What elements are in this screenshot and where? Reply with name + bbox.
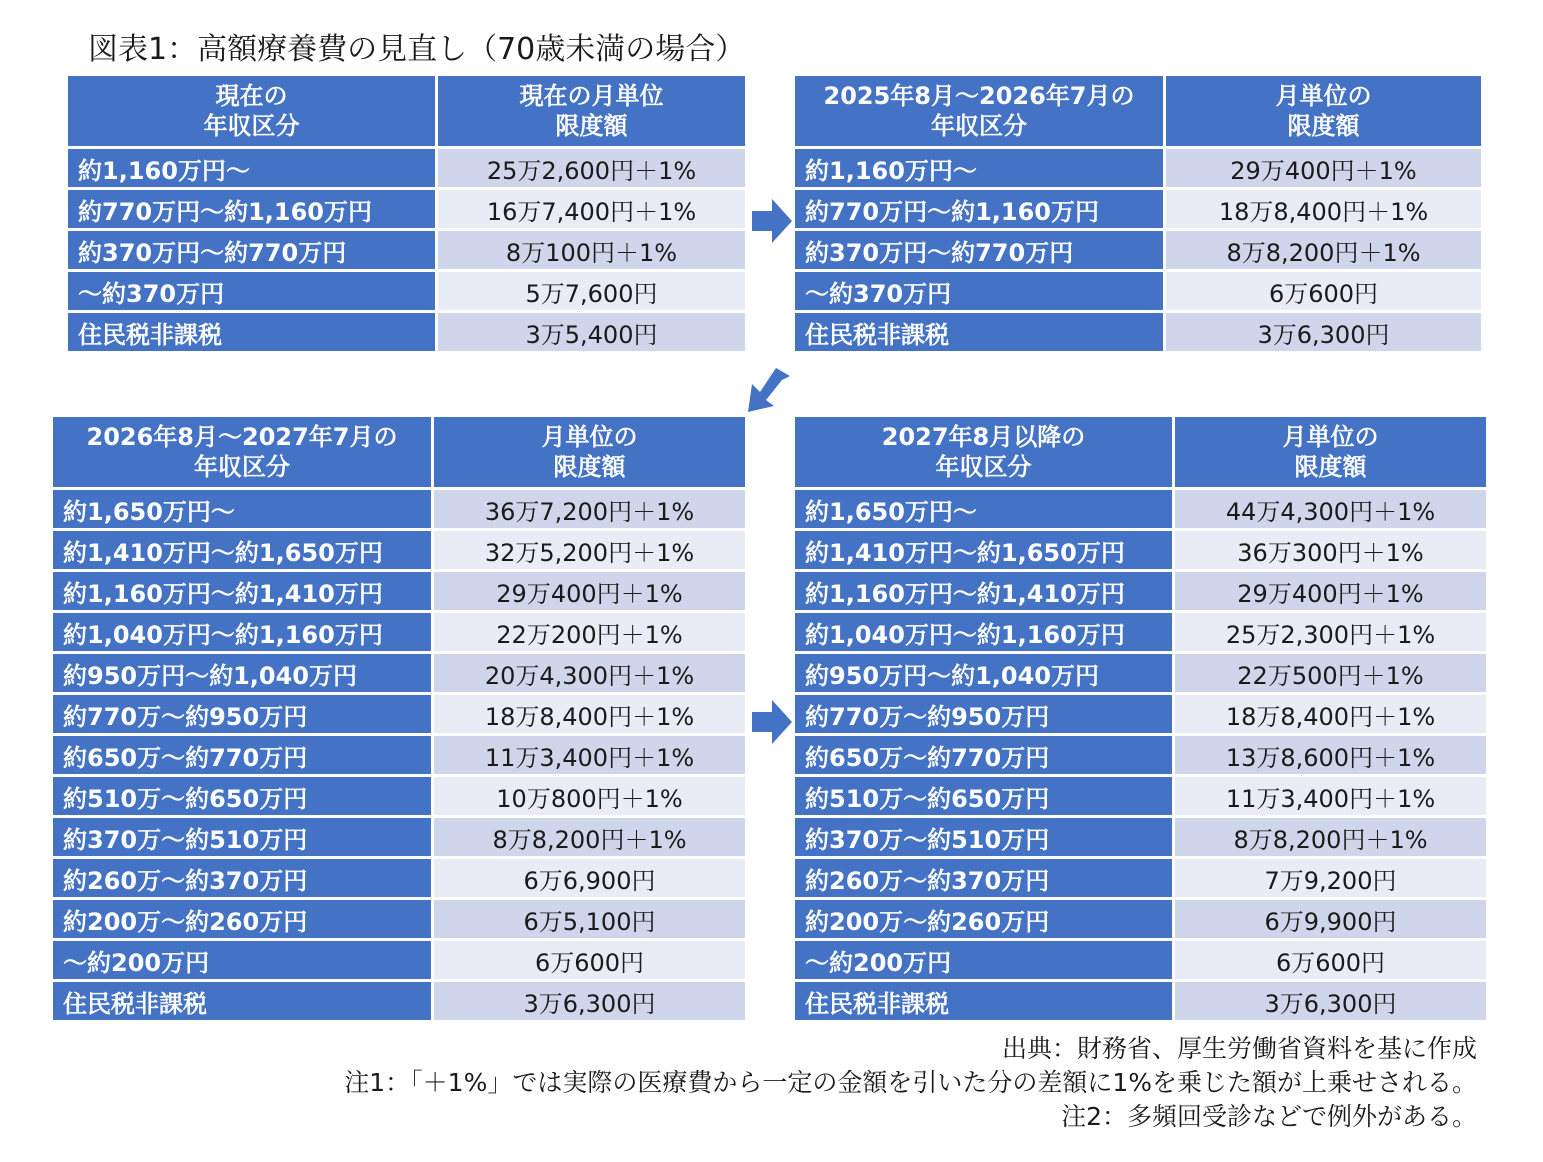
income-bracket-cell: 約370万～約510万円 — [795, 818, 1175, 859]
income-bracket-cell: 約370万～約510万円 — [53, 818, 434, 859]
income-bracket-cell: 約1,160万円～約1,410万円 — [795, 572, 1175, 613]
header-income-bracket: 2025年8月～2026年7月の 年収区分 — [795, 76, 1166, 149]
income-bracket-cell: 住民税非課税 — [53, 982, 434, 1023]
limit-amount-cell: 8万8,200円＋1% — [1166, 231, 1484, 272]
income-bracket-cell: 約1,410万円～約1,650万円 — [53, 531, 434, 572]
note-2: 注2：多頻回受診などで例外がある。 — [1061, 1102, 1477, 1131]
limit-amount-cell: 25万2,300円＋1% — [1175, 613, 1489, 654]
limit-amount-cell: 6万6,900円 — [434, 859, 748, 900]
arrow-right-icon — [752, 199, 792, 243]
limit-amount-cell: 36万7,200円＋1% — [434, 490, 748, 531]
limit-amount-cell: 6万5,100円 — [434, 900, 748, 941]
table-row — [53, 490, 748, 531]
table-row — [795, 777, 1489, 818]
source-note: 出典：財務省、厚生労働省資料を基に作成 — [1001, 1034, 1477, 1063]
income-bracket-cell: 約1,160万円～約1,410万円 — [53, 572, 434, 613]
income-bracket-cell: 約1,160万円～ — [68, 149, 438, 190]
table-row — [795, 231, 1484, 272]
limit-amount-cell: 25万2,600円＋1% — [438, 149, 748, 190]
table-row — [795, 982, 1489, 1023]
table-row — [53, 572, 748, 613]
table-row — [795, 654, 1489, 695]
table-row — [53, 941, 748, 982]
income-bracket-cell: ～約200万円 — [53, 941, 434, 982]
limit-amount-cell: 36万300円＋1% — [1175, 531, 1489, 572]
limit-amount-cell: 18万8,400円＋1% — [1166, 190, 1484, 231]
table-row — [795, 613, 1489, 654]
table-row — [53, 982, 748, 1023]
table-row — [795, 531, 1489, 572]
figure-title: 図表1：高額療養費の見直し（70歳未満の場合） — [88, 32, 746, 67]
table-row — [68, 149, 748, 190]
table-row — [53, 613, 748, 654]
limit-amount-cell: 6万600円 — [434, 941, 748, 982]
table-2025 — [795, 76, 1484, 354]
table-row — [795, 190, 1484, 231]
table-row — [795, 695, 1489, 736]
arrow-down-left-icon — [748, 368, 790, 412]
income-bracket-cell: 約1,040万円～約1,160万円 — [53, 613, 434, 654]
header-limit: 月単位の 限度額 — [434, 417, 748, 490]
limit-amount-cell: 10万800円＋1% — [434, 777, 748, 818]
income-bracket-cell: 約200万～約260万円 — [53, 900, 434, 941]
table-row — [53, 859, 748, 900]
table-current — [68, 76, 748, 354]
limit-amount-cell: 3万5,400円 — [438, 313, 748, 354]
income-bracket-cell: 約770万円～約1,160万円 — [795, 190, 1166, 231]
income-bracket-cell: 約200万～約260万円 — [795, 900, 1175, 941]
income-bracket-cell: ～約370万円 — [795, 272, 1166, 313]
table-row — [795, 736, 1489, 777]
income-bracket-cell: 約650万～約770万円 — [795, 736, 1175, 777]
table-row — [53, 531, 748, 572]
header-income-bracket: 2026年8月～2027年7月の 年収区分 — [53, 417, 434, 490]
limit-amount-cell: 22万200円＋1% — [434, 613, 748, 654]
table-row — [795, 149, 1484, 190]
income-bracket-cell: 約770万円～約1,160万円 — [68, 190, 438, 231]
income-bracket-cell: 約370万円～約770万円 — [68, 231, 438, 272]
limit-amount-cell: 11万3,400円＋1% — [434, 736, 748, 777]
note-1: 注1：「＋1%」では実際の医療費から一定の金額を引いた分の差額に1%を乗じた額が上乗せされる。 — [344, 1068, 1477, 1097]
limit-amount-cell: 22万500円＋1% — [1175, 654, 1489, 695]
limit-amount-cell: 6万600円 — [1175, 941, 1489, 982]
income-bracket-cell: ～約370万円 — [68, 272, 438, 313]
limit-amount-cell: 5万7,600円 — [438, 272, 748, 313]
income-bracket-cell: 住民税非課税 — [795, 982, 1175, 1023]
income-bracket-cell: 約1,040万円～約1,160万円 — [795, 613, 1175, 654]
header-income-bracket: 現在の 年収区分 — [68, 76, 438, 149]
notes — [344, 1032, 1477, 1134]
limit-amount-cell: 32万5,200円＋1% — [434, 531, 748, 572]
limit-amount-cell: 18万8,400円＋1% — [1175, 695, 1489, 736]
limit-amount-cell: 16万7,400円＋1% — [438, 190, 748, 231]
limit-amount-cell: 44万4,300円＋1% — [1175, 490, 1489, 531]
limit-amount-cell: 3万6,300円 — [1175, 982, 1489, 1023]
income-bracket-cell: 約510万～約650万円 — [53, 777, 434, 818]
limit-amount-cell: 29万400円＋1% — [1175, 572, 1489, 613]
table-2027 — [795, 417, 1489, 1023]
limit-amount-cell: 8万100円＋1% — [438, 231, 748, 272]
income-bracket-cell: 約510万～約650万円 — [795, 777, 1175, 818]
table-row — [53, 736, 748, 777]
limit-amount-cell: 29万400円＋1% — [1166, 149, 1484, 190]
limit-amount-cell: 6万9,900円 — [1175, 900, 1489, 941]
header-income-bracket: 2027年8月以降の 年収区分 — [795, 417, 1175, 490]
limit-amount-cell: 20万4,300円＋1% — [434, 654, 748, 695]
income-bracket-cell: 約1,650万円～ — [795, 490, 1175, 531]
limit-amount-cell: 11万3,400円＋1% — [1175, 777, 1489, 818]
limit-amount-cell: 7万9,200円 — [1175, 859, 1489, 900]
income-bracket-cell: 住民税非課税 — [68, 313, 438, 354]
table-2026 — [53, 417, 748, 1023]
income-bracket-cell: 約1,410万円～約1,650万円 — [795, 531, 1175, 572]
income-bracket-cell: 約1,650万円～ — [53, 490, 434, 531]
limit-amount-cell: 18万8,400円＋1% — [434, 695, 748, 736]
income-bracket-cell: 約260万～約370万円 — [795, 859, 1175, 900]
table-row — [53, 777, 748, 818]
limit-amount-cell: 29万400円＋1% — [434, 572, 748, 613]
table-row — [53, 818, 748, 859]
income-bracket-cell: 約1,160万円～ — [795, 149, 1166, 190]
limit-amount-cell: 8万8,200円＋1% — [1175, 818, 1489, 859]
table-row — [795, 900, 1489, 941]
income-bracket-cell: 約650万～約770万円 — [53, 736, 434, 777]
table-row — [53, 695, 748, 736]
table-row — [68, 231, 748, 272]
table-row — [795, 572, 1489, 613]
table-row — [68, 272, 748, 313]
limit-amount-cell: 6万600円 — [1166, 272, 1484, 313]
table-row — [795, 313, 1484, 354]
table-row — [53, 654, 748, 695]
limit-amount-cell: 13万8,600円＋1% — [1175, 736, 1489, 777]
income-bracket-cell: 約260万～約370万円 — [53, 859, 434, 900]
income-bracket-cell: 約950万円～約1,040万円 — [795, 654, 1175, 695]
income-bracket-cell: 約770万～約950万円 — [795, 695, 1175, 736]
table-row — [795, 490, 1489, 531]
table-row — [795, 818, 1489, 859]
income-bracket-cell: 約950万円～約1,040万円 — [53, 654, 434, 695]
arrow-right-icon — [752, 700, 792, 744]
header-limit: 月単位の 限度額 — [1166, 76, 1484, 149]
table-row — [68, 190, 748, 231]
table-row — [68, 313, 748, 354]
income-bracket-cell: 住民税非課税 — [795, 313, 1166, 354]
table-row — [795, 859, 1489, 900]
limit-amount-cell: 3万6,300円 — [1166, 313, 1484, 354]
table-row — [795, 272, 1484, 313]
table-row — [795, 941, 1489, 982]
income-bracket-cell: ～約200万円 — [795, 941, 1175, 982]
limit-amount-cell: 3万6,300円 — [434, 982, 748, 1023]
income-bracket-cell: 約370万円～約770万円 — [795, 231, 1166, 272]
table-row — [53, 900, 748, 941]
income-bracket-cell: 約770万～約950万円 — [53, 695, 434, 736]
header-limit: 現在の月単位 限度額 — [438, 76, 748, 149]
limit-amount-cell: 8万8,200円＋1% — [434, 818, 748, 859]
header-limit: 月単位の 限度額 — [1175, 417, 1489, 490]
